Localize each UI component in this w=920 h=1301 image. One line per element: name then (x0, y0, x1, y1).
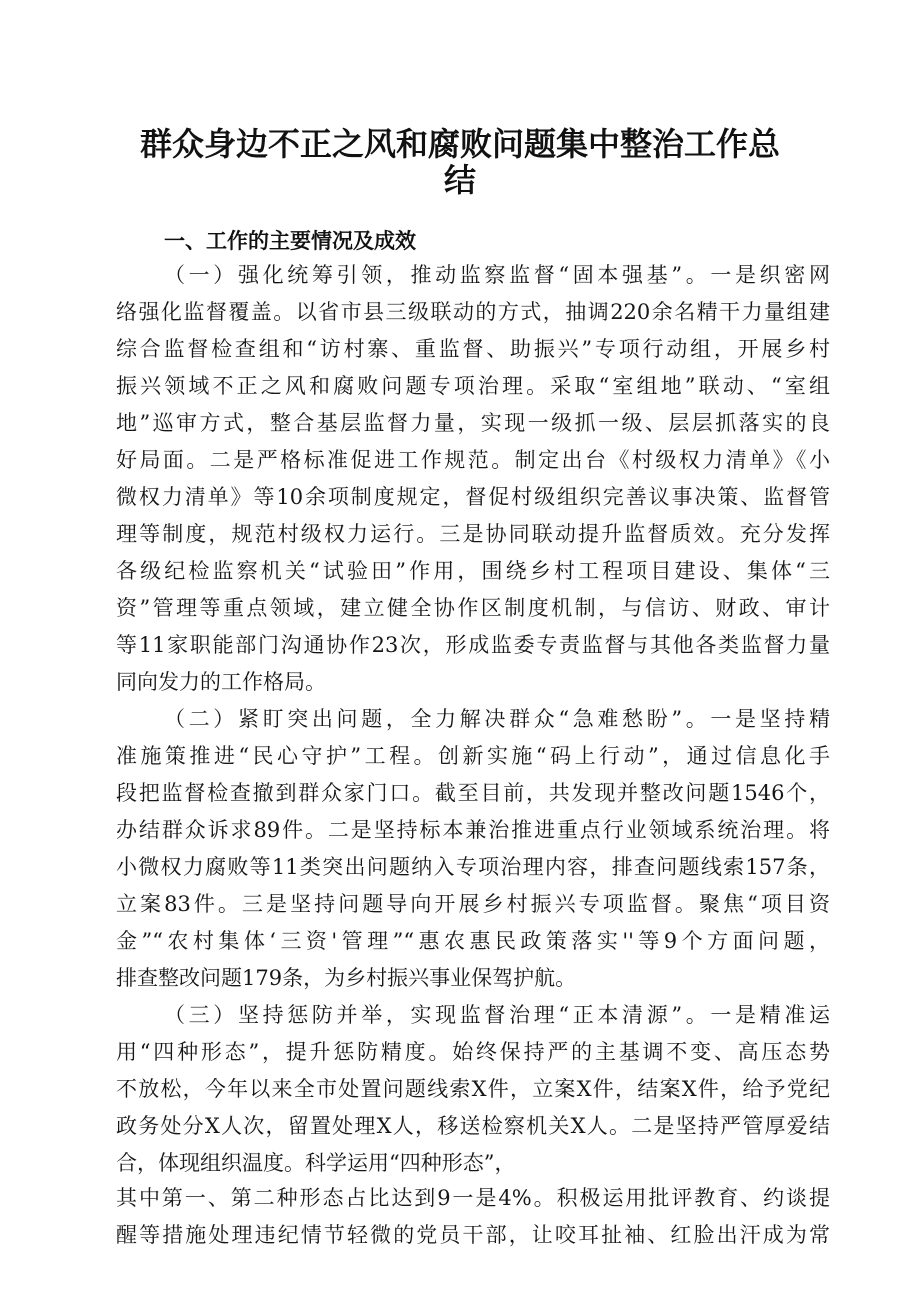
paragraph-1-line-2: 络强化监督覆盖。以省市县三级联动的方式，抽调220余名精干力量组建 (116, 300, 830, 324)
paragraph-1-line-4: 振兴领域不正之风和腐败问题专项治理。采取“室组地”联动、“室组 (116, 374, 830, 398)
paragraph-1-line-12: 同向发力的工作格局。 (116, 670, 326, 694)
paragraph-2-line-5: 小微权力腐败等11类突出问题纳入专项治理内容，排查问题线索157条， (116, 855, 830, 879)
paragraph-3-line-6: 其中第一、第二种形态占比达到9一是4%。积极运用批评教育、约谈提 (116, 1186, 830, 1210)
paragraph-1-line-6: 好局面。二是严格标准促进工作规范。制定出台《村级权力清单》《小 (116, 448, 830, 472)
paragraph-1-line-7: 微权力清单》等10余项制度规定，督促村级组织完善议事决策、监督管 (116, 485, 830, 509)
paragraph-1-line-3: 综合监督检查组和“访村寨、重监督、助振兴”专项行动组，开展乡村 (116, 337, 830, 361)
paragraph-3-line-7: 醒等措施处理违纪情节轻微的党员干部，让咬耳扯袖、红脸出汗成为常 (116, 1223, 830, 1247)
paragraph-2-line-2: 准施策推进“民心守护”工程。创新实施“码上行动”，通过信息化手 (116, 744, 830, 768)
paragraph-1-line-8: 理等制度，规范村级权力运行。三是协同联动提升监督质效。充分发挥 (116, 522, 830, 546)
title-line-2: 结 (443, 161, 476, 199)
paragraph-2-line-3: 段把监督检查撤到群众家门口。截至目前，共发现并整改问题1546个， (116, 781, 830, 805)
paragraph-2-line-8: 排查整改问题179条，为乡村振兴事业保驾护航。 (116, 966, 577, 990)
paragraph-3-line-2: 用“四种形态”，提升惩防精度。始终保持严的主基调不变、高压态势 (116, 1040, 830, 1064)
paragraph-2-line-7: 金”“农村集体‘三资'管理”“惠农惠民政策落实''等9个方面问题， (116, 929, 830, 953)
paragraph-1-line-1: （一）强化统筹引领，推动监察监督“固本强基”。一是织密网 (164, 263, 830, 287)
paragraph-3-line-4: 政务处分X人次，留置处理X人，移送检察机关X人。二是坚持严管厚爱结 (116, 1114, 830, 1138)
title-line-1: 群众身边不正之风和腐败问题集中整治工作总 (139, 125, 780, 163)
paragraph-3-line-3: 不放松，今年以来全市处置问题线索X件，立案X件，结案X件，给予党纪 (116, 1077, 830, 1101)
document-title (110, 126, 810, 198)
paragraph-1-line-10: 资”管理等重点领域，建立健全协作区制度机制，与信访、财政、审计 (116, 596, 830, 620)
paragraph-2-line-1: （二）紧盯突出问题，全力解决群众“急难愁盼”。一是坚持精 (164, 707, 830, 731)
paragraph-1-line-11: 等11家职能部门沟通协作23次，形成监委专责监督与其他各类监督力量 (116, 633, 830, 657)
section-heading: 一、工作的主要情况及成效 (164, 229, 416, 253)
paragraph-1-line-5: 地”巡审方式，整合基层监督力量，实现一级抓一级、层层抓落实的良 (116, 411, 830, 435)
paragraph-1-line-9: 各级纪检监察机关“试验田”作用，围绕乡村工程项目建设、集体“三 (116, 559, 830, 583)
paragraph-3-line-1: （三）坚持惩防并举，实现监督治理“正本清源”。一是精准运 (164, 1003, 830, 1027)
paragraph-2-line-6: 立案83件。三是坚持问题导向开展乡村振兴专项监督。聚焦“项目资 (116, 892, 830, 916)
paragraph-3-line-5: 合，体现组织温度。科学运用“四种形态”， (116, 1151, 516, 1175)
paragraph-2-line-4: 办结群众诉求89件。二是坚持标本兼治推进重点行业领域系统治理。将 (116, 818, 830, 842)
